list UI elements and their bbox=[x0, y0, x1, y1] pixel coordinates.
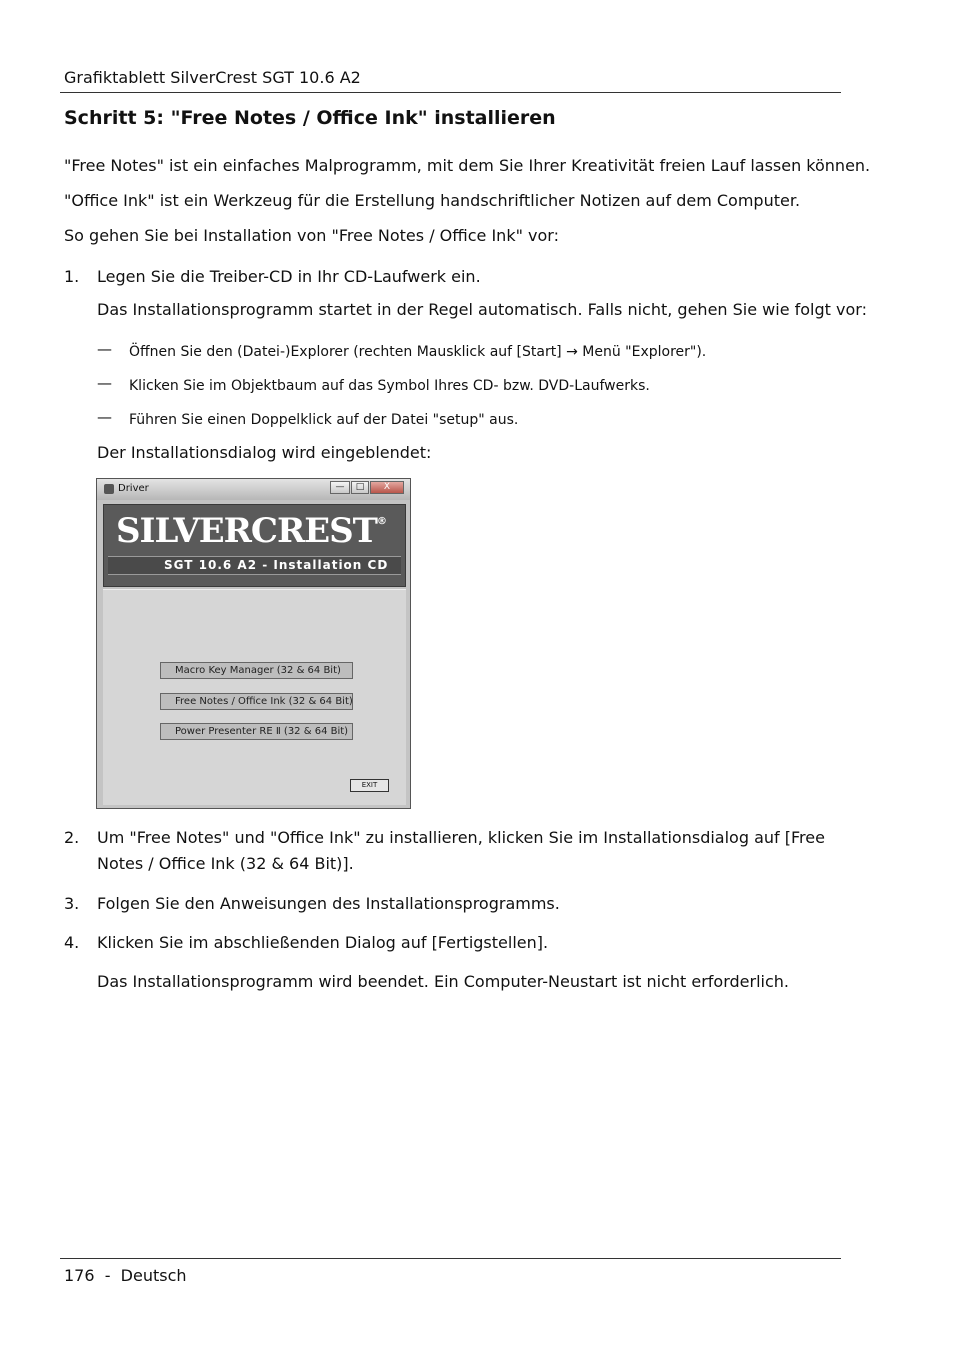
page-number: 176 bbox=[64, 1266, 95, 1285]
close-button[interactable]: X bbox=[370, 481, 404, 494]
bullet-marker: — bbox=[97, 340, 112, 358]
free-notes-office-ink-button[interactable]: Free Notes / Office Ink (32 & 64 Bit) bbox=[160, 693, 353, 710]
step-2-number: 2. bbox=[64, 828, 80, 847]
page-footer bbox=[64, 1266, 187, 1285]
power-presenter-button[interactable]: Power Presenter RE Ⅱ (32 & 64 Bit) bbox=[160, 723, 353, 740]
logo-text: SILVERCREST bbox=[116, 511, 377, 551]
step-1-text: Legen Sie die Treiber-CD in Ihr CD-Laufwerk ein. bbox=[97, 267, 481, 286]
step-1-number: 1. bbox=[64, 267, 80, 286]
bullet-marker: — bbox=[97, 374, 112, 392]
macro-key-manager-button[interactable]: Macro Key Manager (32 & 64 Bit) bbox=[160, 662, 353, 679]
step-4-note: Das Installationsprogramm wird beendet. Ein Computer-Neustart ist nicht erforderlich. bbox=[97, 972, 789, 991]
footer-separator: - bbox=[104, 1266, 111, 1285]
exit-button[interactable]: EXIT bbox=[350, 779, 389, 792]
intro-paragraph-1: "Free Notes" ist ein einfaches Malprogramm, mit dem Sie Ihrer Kreativität freien Lauf lassen können. bbox=[64, 156, 871, 175]
bullet-item-3: Führen Sie einen Doppelklick auf der Datei "setup" aus. bbox=[129, 412, 519, 428]
installer-window bbox=[96, 478, 411, 809]
bullet-marker: — bbox=[97, 408, 112, 426]
step-4-text: Klicken Sie im abschließenden Dialog auf [Fertigstellen]. bbox=[97, 933, 549, 952]
maximize-button[interactable]: □ bbox=[351, 481, 369, 494]
running-header: Grafiktablett SilverCrest SGT 10.6 A2 bbox=[64, 68, 361, 87]
footer-rule bbox=[60, 1258, 841, 1259]
installation-subtitle: SGT 10.6 A2 - Installation CD bbox=[164, 558, 389, 572]
window-title-bar bbox=[97, 479, 410, 500]
silvercrest-logo bbox=[116, 511, 386, 551]
intro-paragraph-2: "Office Ink" ist ein Werkzeug für die Erstellung handschriftlicher Notizen auf dem Computer. bbox=[64, 191, 801, 210]
header-rule bbox=[60, 92, 841, 93]
registered-mark: ® bbox=[376, 516, 386, 527]
step-1-after: Der Installationsdialog wird eingeblendet: bbox=[97, 443, 432, 462]
intro-paragraph-3: So gehen Sie bei Installation von "Free Notes / Office Ink" vor: bbox=[64, 226, 559, 245]
footer-language: Deutsch bbox=[120, 1266, 187, 1285]
brand-banner bbox=[103, 504, 406, 587]
step-1-note: Das Installationsprogramm startet in der Regel automatisch. Falls nicht, gehen Sie wie folgt vor: bbox=[97, 300, 867, 319]
step-4-number: 4. bbox=[64, 933, 80, 952]
bullet-item-2: Klicken Sie im Objektbaum auf das Symbol Ihres CD- bzw. DVD-Laufwerks. bbox=[129, 378, 650, 394]
subtitle-bar bbox=[108, 556, 401, 575]
step-2-text-line-1: Um "Free Notes" und "Office Ink" zu installieren, klicken Sie im Installationsdialog auf [Free bbox=[97, 828, 825, 847]
step-3-number: 3. bbox=[64, 894, 80, 913]
minimize-button[interactable]: — bbox=[330, 481, 350, 494]
dialog-body bbox=[103, 589, 406, 805]
bullet-item-1: Öffnen Sie den (Datei-)Explorer (rechten Mausklick auf [Start] → Menü "Explorer"). bbox=[129, 344, 707, 360]
window-title: Driver bbox=[118, 483, 149, 494]
app-icon bbox=[104, 484, 114, 494]
step-3-text: Folgen Sie den Anweisungen des Installationsprogramms. bbox=[97, 894, 560, 913]
step-2-text-line-2: Notes / Office Ink (32 & 64 Bit)]. bbox=[97, 854, 354, 873]
section-title: Schritt 5: "Free Notes / Office Ink" installieren bbox=[64, 107, 556, 129]
